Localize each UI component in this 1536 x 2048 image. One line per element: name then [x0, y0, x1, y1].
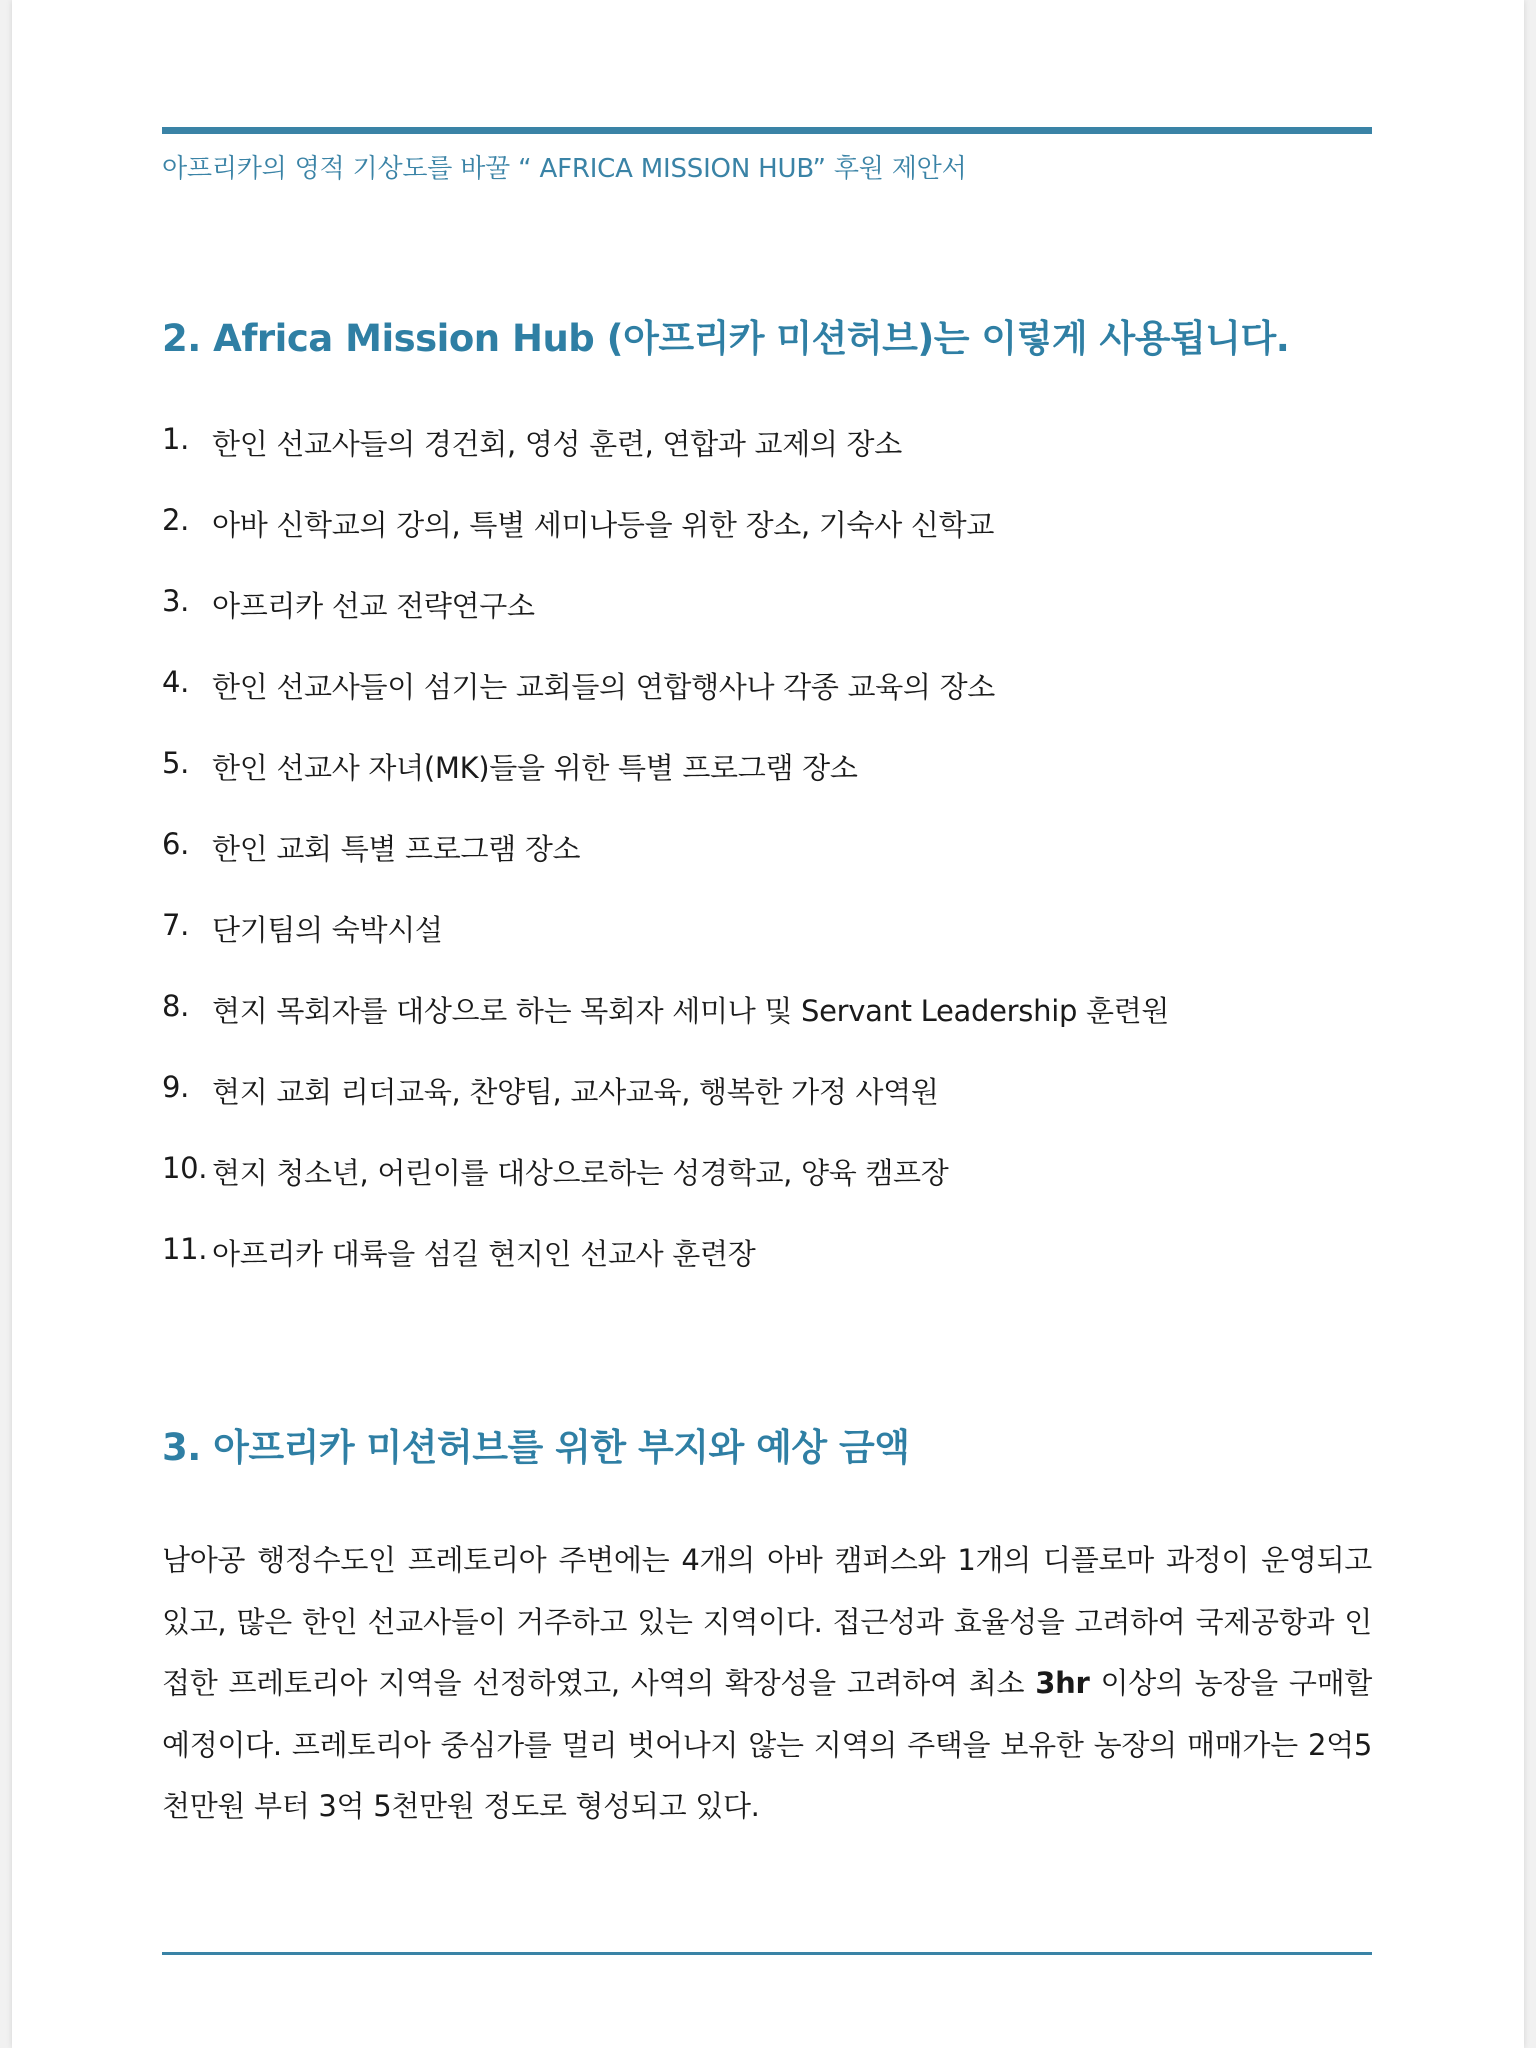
list-item-number: 5. — [162, 746, 190, 780]
list-item — [162, 1151, 1372, 1232]
list-item-text: 한인 선교사들의 경건회, 영성 훈련, 연합과 교제의 장소 — [212, 427, 902, 461]
list-item — [162, 1070, 1372, 1151]
list-item-text: 단기팀의 숙박시설 — [212, 913, 443, 947]
footer-rule — [162, 1952, 1372, 1955]
paragraph-text-part1: 남아공 행정수도인 프레토리아 주변에는 4개의 아바 캠퍼스와 1개의 디플로마 과정이 운영되고 있고, 많은 한인 선교사들이 거주하고 있는 지역이다. 접근성과 효율성을 고려하여 국제공항과 인접한 프레토리아 지역을 선정하였고, 사역의 확장성을 고려하여 최소 — [162, 1543, 1372, 1700]
list-item-number: 7. — [162, 908, 190, 942]
list-item-text: 현지 목회자를 대상으로 하는 목회자 세미나 및 Servant Leadership 훈련원 — [212, 994, 1170, 1028]
document-page — [12, 0, 1524, 2048]
list-item-text: 아바 신학교의 강의, 특별 세미나등을 위한 장소, 기숙사 신학교 — [212, 508, 995, 542]
running-header: 아프리카의 영적 기상도를 바꿀 “ AFRICA MISSION HUB” 후원 제안서 — [162, 154, 967, 184]
list-item-number: 2. — [162, 503, 190, 537]
list-item-number: 6. — [162, 827, 190, 861]
list-item — [162, 908, 1372, 989]
list-item — [162, 503, 1372, 584]
list-item-text: 한인 교회 특별 프로그램 장소 — [212, 832, 581, 866]
header-rule — [162, 127, 1372, 134]
list-item — [162, 989, 1372, 1070]
list-item-text: 아프리카 선교 전략연구소 — [212, 589, 535, 623]
list-item-number: 1. — [162, 422, 190, 456]
list-item — [162, 1232, 1372, 1313]
paragraph-text-part2: 이상의 농장을 구매할 예정이다. 프레토리아 중심가를 멀리 벗어나지 않는 지역의 주택을 보유한 농장의 매매가는 2억5천만원 부터 3억 5천만원 정도로 형성되고 있다. — [162, 1666, 1372, 1823]
list-item-number: 8. — [162, 989, 190, 1023]
list-item-number: 10. — [162, 1151, 208, 1185]
list-item — [162, 665, 1372, 746]
section-3-title: 3. 아프리카 미션허브를 위한 부지와 예상 금액 — [162, 1426, 910, 1469]
list-item — [162, 422, 1372, 503]
site-cost-paragraph — [162, 1530, 1372, 1838]
list-item-text: 한인 선교사 자녀(MK)들을 위한 특별 프로그램 장소 — [212, 751, 858, 785]
list-item-number: 9. — [162, 1070, 190, 1104]
section-2-title: 2. Africa Mission Hub (아프리카 미션허브)는 이렇게 사용됩니다. — [162, 317, 1290, 360]
list-item-number: 11. — [162, 1232, 208, 1266]
list-item-text: 현지 청소년, 어린이를 대상으로하는 성경학교, 양육 캠프장 — [212, 1156, 949, 1190]
list-item-number: 3. — [162, 584, 190, 618]
list-item-number: 4. — [162, 665, 190, 699]
list-item — [162, 584, 1372, 665]
usage-list — [162, 422, 1372, 1313]
list-item — [162, 827, 1372, 908]
list-item-text: 현지 교회 리더교육, 찬양팀, 교사교육, 행복한 가정 사역원 — [212, 1075, 939, 1109]
list-item-text: 아프리카 대륙을 섬길 현지인 선교사 훈련장 — [212, 1237, 756, 1271]
list-item-text: 한인 선교사들이 섬기는 교회들의 연합행사나 각종 교육의 장소 — [212, 670, 995, 704]
list-item — [162, 746, 1372, 827]
farm-size-value: 3hr — [1035, 1666, 1090, 1700]
